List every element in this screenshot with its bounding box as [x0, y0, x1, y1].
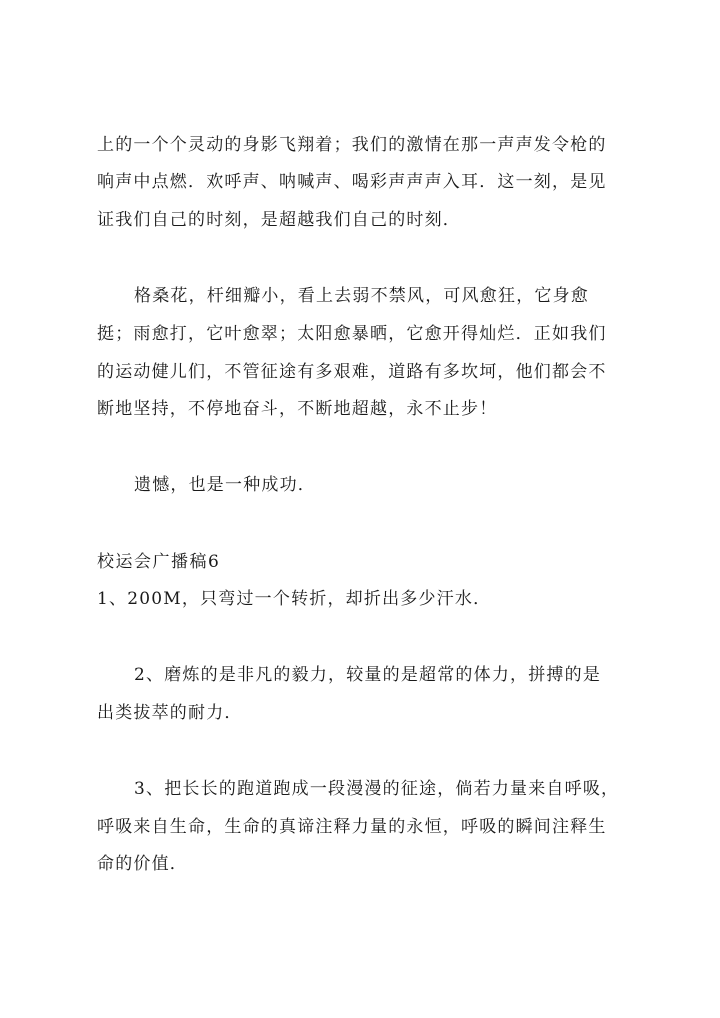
item-3-line-2: 呼吸来自生命，生命的真谛注释力量的永恒，呼吸的瞬间注释生 [97, 817, 607, 837]
item-3-line-3: 命的价值． [97, 854, 188, 874]
paragraph-2-line-3: 的运动健儿们，不管征途有多艰难，道路有多坎坷，他们都会不 [97, 362, 607, 382]
item-2-line-2: 出类拔萃的耐力． [97, 703, 243, 723]
paragraph-2-line-2: 挺；雨愈打，它叶愈翠；太阳愈暴晒，它愈开得灿烂．正如我们 [97, 324, 607, 344]
paragraph-1-line-1: 上的一个个灵动的身影飞翔着；我们的激情在那一声声发令枪的 [97, 135, 607, 155]
paragraph-3-line-1: 遗憾，也是一种成功． [134, 475, 316, 495]
paragraph-2-line-4: 断地坚持，不停地奋斗，不断地超越，永不止步！ [97, 399, 498, 419]
item-2-line-1: 2、磨炼的是非凡的毅力，较量的是超常的体力，拼搏的是 [134, 665, 602, 685]
item-3-line-1: 3、把长长的跑道跑成一段漫漫的征途，倘若力量来自呼吸， [134, 779, 620, 799]
section-heading: 校运会广播稿6 [97, 552, 221, 572]
paragraph-1-line-2: 响声中点燃．欢呼声、呐喊声、喝彩声声声入耳．这一刻，是见 [97, 172, 607, 192]
paragraph-1-line-3: 证我们自己的时刻，是超越我们自己的时刻． [97, 210, 461, 230]
paragraph-2-line-1: 格桑花，杆细瓣小，看上去弱不禁风，可风愈狂，它身愈 [134, 286, 589, 306]
item-1-line-1: 1、200M，只弯过一个转折，却折出多少汗水． [97, 589, 492, 609]
